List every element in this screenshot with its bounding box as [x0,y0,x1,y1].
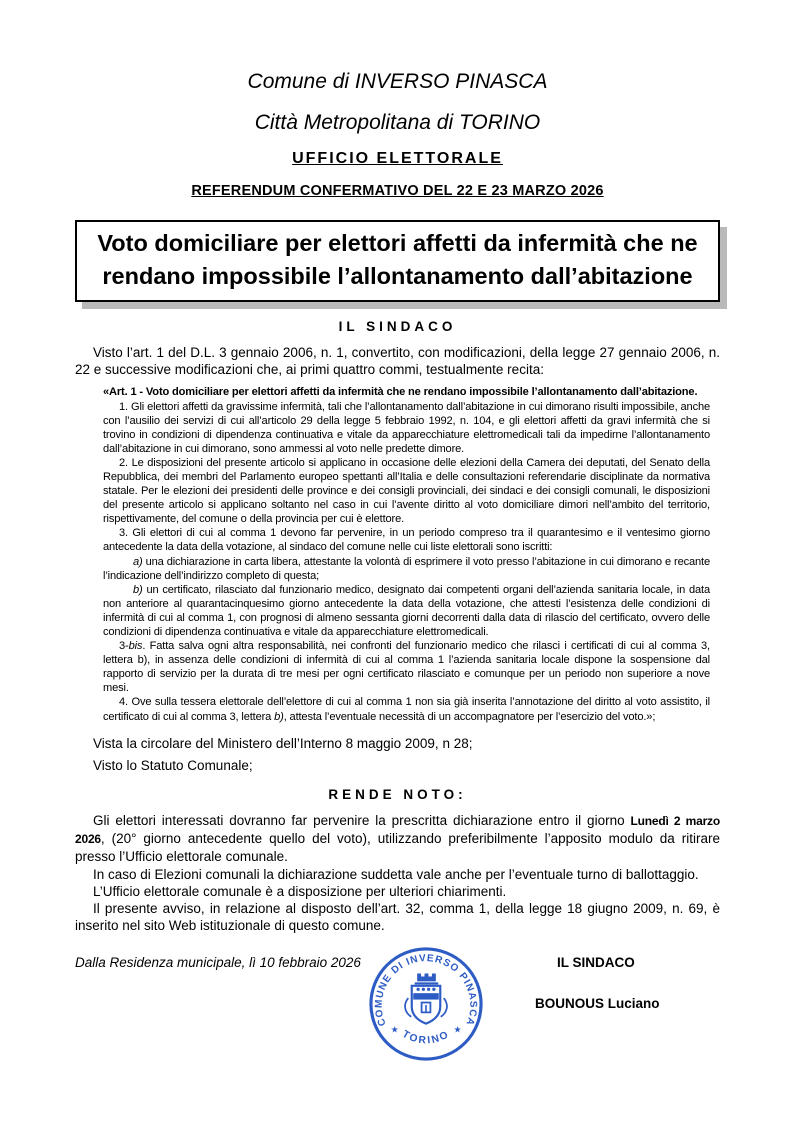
title-line-2: rendano impossibile l’allontanamento dall’abitazione [102,263,693,289]
letter-b-marker: b) [133,583,143,596]
header-referendum: REFERENDUM CONFERMATIVO DEL 22 E 23 MARZO 2026 [191,183,604,199]
quote-comma-3bis [103,639,710,695]
title-line-1: Voto domiciliare per elettori affetti da infermità che ne [97,230,698,256]
stamp-top-text: COMUNE DI INVERSO PINASCA [373,953,479,1028]
comma-4-letter: b) [274,710,284,723]
comma-4-post: , attesta l’eventuale necessità di un accompagnatore per l’esercizio del voto.»; [283,710,656,723]
comma-3bis-marker: bis [128,640,143,653]
quote-letter-a [103,555,710,583]
title-box [75,220,720,302]
comma-3bis-text: . Fatta salva ogni altra responsabilità, nei confronti del funzionario medico che rilasci i certificati di cui al comma 3, lettera b), in assenza delle condizioni di infermità di cui al comma 1 l’azienda sanitaria locale dispone la sospensione dal rapporto di servizio per la durata di tre mesi per ogni certificato rilasciato e comunque per un periodo non superiore a nove mesi. [103,640,710,695]
quote-heading: «Art. 1 - Voto domiciliare per elettori affetti da infermità che ne rendano impossibile l’allontanamento dall’abitazione. [103,386,698,399]
coat-of-arms-icon [405,974,447,1024]
deadline-date: Lunedì 2 marzo 2026 [75,814,720,847]
avviso-paragraph: Il presente avviso, in relazione al disposto dell’art. 32, comma 1, della legge 18 giugno 2009, n. 69, è inserito nel sito Web istituzionale di questo comune. [75,901,720,934]
svg-text:TORINO [400,1029,452,1047]
chiarimenti-line: L’Ufficio elettorale comunale è a disposizione per ulteriori chiarimenti. [93,883,507,899]
deadline-pre: Gli elettori interessati dovranno far pervenire la prescritta dichiarazione entro il giorno [93,813,631,829]
header-province: Città Metropolitana di TORINO [254,111,541,134]
letter-b-text: un certificato, rilasciato dal funzionario medico, designato dai competenti organi dell’azienda sanitaria locale, in data non anteriore al quarantacinquesimo giorno antecedente la data della votazione, che attesti l’esistenza delle condizioni di infermità di cui al comma 1, con prognosi di almeno sessanta giorni decorrenti dalla data di rilascio del certificato, ovvero delle condizioni di dipendenza continuativa e vitale da apparecchiature elettromedicali. [103,583,710,638]
header-office: UFFICIO ELETTORALE [292,150,503,167]
signature-title: IL SINDACO [557,955,635,971]
quote-comma-4 [103,695,710,723]
letter-a-marker: a) [133,555,143,568]
quote-comma-2: 2. Le disposizioni del presente articolo si applicano in occasione delle elezioni della Camera dei deputati, del Senato della Repubblica, dei membri del Parlamento europeo spettanti all’Italia e delle consultazioni referendarie disciplinate da normativa statale. Per le elezioni dei presidenti delle province e dei consigli provinciali, dei sindaci e dei consigli comunali, le disposizioni del presente articolo si applicano soltanto nel caso in cui l’avente diritto al voto domiciliare dimori nell’ambito del territorio, rispettivamente, del comune o della provincia per cui è elettore. [103,456,710,526]
comma-4-pre: 4. Ove sulla tessera elettorale dell’elettore di cui al comma 1 non sia già inserita l’annotazione del diritto al voto assistito, il certificato di cui al comma 3, lettera [103,696,710,723]
ballottaggio-line: In caso di Elezioni comunali la dichiarazione suddetta vale anche per l’eventuale turno di ballottaggio. [93,866,699,882]
quote-letter-b [103,583,710,639]
quote-comma-3: 3. Gli elettori di cui al comma 1 devono far pervenire, in un periodo compreso tra il quarantesimo e il ventesimo giorno antecedente la data della votazione, al sindaco del comune nelle cui liste elettorali sono iscritti: [103,527,710,554]
deadline-post: , (20° giorno antecedente quello del voto), utilizzando preferibilmente l’apposito modulo da ritirare presso l’Ufficio elettorale comunale. [75,831,720,865]
rende-noto-heading: RENDE NOTO: [328,787,467,803]
star-icon: ★ [390,1025,399,1036]
letter-a-text: una dichiarazione in carta libera, attestante la volontà di esprimere il voto presso l’abitazione in cui dimorano e recante l’indicazione dell’indirizzo completo di questa; [103,555,710,582]
star-icon: ★ [453,1025,462,1036]
header-municipality: Comune di INVERSO PINASCA [247,70,548,93]
visto-statuto-line: Visto lo Statuto Comunale; [93,757,253,773]
deadline-paragraph [75,812,720,866]
quote-comma-1: 1. Gli elettori affetti da gravissime infermità, tali che l’allontanamento dall’abitazione in cui dimorano risulti impossibile, anche con l’ausilio dei servizi di cui all’articolo 29 della legge 5 febbraio 1992, n. 104, e gli elettori affetti da gravi infermità che si trovino in condizioni di dipendenza continuativa e vitale da apparecchiature elettromedicali tali da impedirne l’allontanamento dall’abitazione in cui dimorano, sono ammessi al voto nelle predette dimore. [103,400,710,455]
comma-3bis-marker-pre: 3- [119,640,129,653]
signature-name: BOUNOUS Luciano [535,996,660,1012]
law-quote [103,385,710,723]
place-date-line: Dalla Residenza municipale, lì 10 febbraio 2026 [75,955,361,971]
municipal-stamp [367,945,485,1063]
vista-circolare-line: Vista la circolare del Ministero dell’Interno 8 maggio 2009, n 28; [93,735,473,751]
stamp-bottom-text: TORINO [400,1029,452,1048]
intro-paragraph: Visto l’art. 1 del D.L. 3 gennaio 2006, n. 1, convertito, con modificazioni, della legge 27 gennaio 2006, n. 22 e successive modificazioni che, ai primi quattro commi, testualmente recita: [75,345,720,378]
sindaco-heading: IL SINDACO [338,319,457,334]
footer [75,955,720,1085]
